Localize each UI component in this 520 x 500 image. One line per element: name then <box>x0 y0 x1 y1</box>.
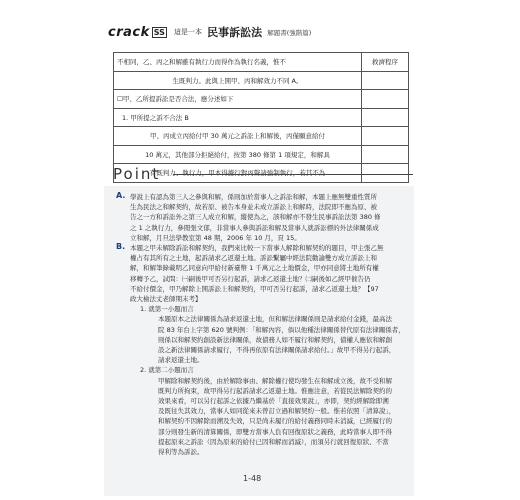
body-line: 得利等為訴訟。 <box>158 448 204 457</box>
side-label: 救濟程序 <box>362 53 409 72</box>
side-cell <box>362 145 409 164</box>
side-cell <box>362 71 409 90</box>
table-row: 10 萬元，其他部分拒絕給付，按第 380 條第 1 項規定，和解具 <box>114 145 362 164</box>
book-subtitle: 解題書(強階篇) <box>267 29 312 37</box>
brand-mark: SS <box>153 28 165 37</box>
table-row: 有既判力、執行力，甲本得據行對丙聲請強制執行，若其不為 <box>114 164 362 183</box>
sub-paragraph <box>140 376 412 458</box>
sub-item-2 <box>130 365 412 457</box>
body-line: 本題原本之法律關係為請求返還土地，但和解法律關係則是請求給付金錢，最高法 <box>158 315 392 324</box>
body-line: 解，和解筆錄載明乙同意向甲給付新臺幣 1 千萬元之土地價金，甲亦同意將土地所有權 <box>130 264 379 273</box>
book-title: 民事訴訟法 <box>207 26 263 39</box>
body-line: 院 83 年台上字第 620 號判例：「和解內容，倘以他種法律關係替代原有法律關係者， <box>158 325 405 334</box>
point-body <box>116 192 412 457</box>
body-line: 設之新法律關係請求履行，不得再依原有法律關係請求給付。」故甲不得另行起訴， <box>158 346 396 355</box>
body-line: 不給付價金，甲乃解除上開訴訟上和解契約，甲可否另行起訴，請求乙返還土地？【97 <box>130 284 379 293</box>
body-line: 和解契約不因解除而溯及失效，只是尚未履行的給付義務同時未消滅，已經履行的 <box>158 417 392 426</box>
answer-table <box>113 52 409 183</box>
sub-title: 2. 就第二小題而言 <box>140 366 194 375</box>
series-label: 這是一本 <box>174 28 203 36</box>
body-line: 甲解除和解契約後，由於解除事由、解除權行使均發生在和解成立後，故不受和解 <box>158 376 392 385</box>
body-line: 及既往失其效力，當事人如同從來未曾訂立過和解契約一般。惟若依照「清算說」， <box>158 407 396 416</box>
body-line: 效果來看，可以另行起訴之依據乃繼基於「直接效果說」，亦即，契約經解除即溯 <box>158 397 389 406</box>
page-number: 1-48 <box>243 474 262 483</box>
body-line: 政大檢法丈老師期末考】 <box>130 295 202 304</box>
body-line: 權占有其所有之土地，起訴請求乙返還土地。訴訟繫屬中經法院勸諭雙方成立訴訟上和 <box>130 254 377 263</box>
side-cell <box>362 108 409 127</box>
point-rule <box>173 174 413 175</box>
item-letter-b: B. <box>116 242 126 252</box>
body-line: 既判力所拘束，故甲得另行起訴請求乙返還土地。惟應注意，若從民法解除契約的 <box>158 386 392 395</box>
body-line: 提起原來之訴訟（因為原來的給付已因和解而消滅），而須另行就回復原狀、不當 <box>158 437 389 446</box>
sub-paragraph <box>140 314 412 365</box>
sub-item-1 <box>130 304 412 365</box>
point-heading <box>113 164 413 183</box>
body-line: 學說上有認為第三人之參與和解，係則加於當事人之訴訟和解，本題上應無雙重性質所 <box>130 193 377 201</box>
table-row: 甲、丙成立丙給付甲 30 萬元之訴訟上和解後，丙僅願意給付 <box>114 127 362 146</box>
side-cell <box>362 127 409 146</box>
body-line: 移轉予乙，試問：㈠嗣後甲可否另行起訴，請求乙返還土地？㈡嗣後如乙經甲催告仍 <box>130 274 371 283</box>
body-line: 生為民法之和解契約，故若原、被告本身並未成立訴訟上和解時，法院即不應為原、被 <box>130 203 377 212</box>
table-row: 不相同，乙、丙之和解雖有執行力而得作為執行名義，惟不 <box>114 53 362 72</box>
point-item-a <box>116 192 412 243</box>
brand-logo: crack <box>108 25 150 40</box>
body-line: 請求返還土地。 <box>158 356 204 365</box>
side-cell <box>362 90 409 109</box>
table-row: 1. 甲所提之訴不合法 B <box>114 108 362 127</box>
body-line: 本題之甲未解除訴訟和解契約，我們來比較一下當事人解除和解契約的題目，甲主張乙無 <box>130 244 384 253</box>
table-row: 生既判力。此與上開甲、丙和解效力不同 A。 <box>114 71 362 90</box>
body-line: 部分則發生新的清算關係，即雙方當事人負有回復原狀之義務，此時當事人即不得 <box>158 427 392 436</box>
running-header <box>108 21 312 40</box>
body-line: 則係以和解契約創設新法律關係，故債務人如不履行和解契約，債權人應依和解創 <box>158 335 392 344</box>
table-row: ☐甲、乙所提訴訟是否合法，應分述如下 <box>114 90 362 109</box>
point-item-b <box>116 243 412 457</box>
body-line: 立和解，月旦法學教室第 48 期，2006 年 10 月，頁 15。 <box>130 233 301 242</box>
body-line: 告之一方和訴訟外之第三人成立和解，縱使為之，該和解亦不發生民事訴訟法第 380 條 <box>130 213 381 222</box>
body-line: 之 1 之執行力，參閱張文郁，非當事人參與訴訟和解及當事人就訴訟標的外法律關係成 <box>130 223 379 232</box>
point-title: Point <box>113 165 161 183</box>
sub-title: 1. 就第一小題而言 <box>140 305 194 314</box>
item-letter-a: A. <box>116 191 126 200</box>
